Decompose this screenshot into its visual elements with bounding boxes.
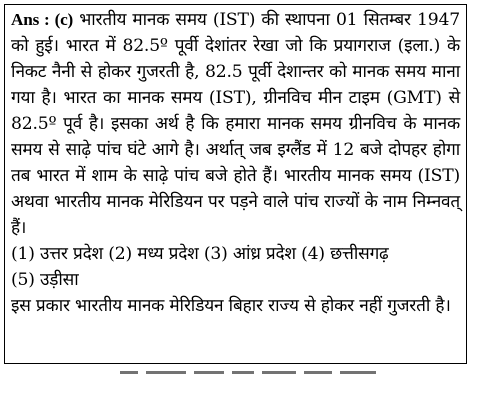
cut-off-text-fragment xyxy=(120,371,138,374)
states-list-line-2: (5) उड़ीसा xyxy=(11,270,79,290)
cut-off-text-fragment xyxy=(262,371,296,374)
cut-off-text-fragment xyxy=(194,371,224,374)
answer-box xyxy=(4,4,467,364)
cut-off-text-fragment xyxy=(304,371,332,374)
cut-off-text-fragment xyxy=(146,371,186,374)
states-list-line-1: (1) उत्तर प्रदेश (2) मध्य प्रदेश (3) आंध्र प्रदेश (4) छत्तीसगढ़ xyxy=(11,244,389,264)
cut-off-next-line xyxy=(120,371,380,379)
conclusion-paragraph: इस प्रकार भारतीय मानक मेरिडियन बिहार राज्य से होकर नहीं गुजरती है। xyxy=(11,296,451,316)
cut-off-text-fragment xyxy=(340,371,376,374)
cut-off-text-fragment xyxy=(232,371,254,374)
answer-label: Ans : (c) xyxy=(11,10,74,29)
answer-paragraph xyxy=(11,7,460,241)
answer-text: भारतीय मानक समय (IST) की स्थापना 01 सितम्बर 1947 को हुई। भारत में 82.5º पूर्वी देशांतर रेखा जो कि प्रयागराज (इला.) के निकट नैनी से होकर गुजरती है, 82.5 पूर्वी देशान्तर को मानक समय माना गया है। भारत का मानक समय (IST), ग्रीनविच मीन टाइम (GMT) से 82.5º पूर्व है। इसका अर्थ है कि हमारा मानक समय ग्रीनविच के मानक समय से साढ़े पांच घंटे आगे है। अर्थात् जब इग्लैंड में 12 बजे दोपहर होगा तब भारत में शाम के साढ़े पांच बजे होते हैं। भारतीय मानक समय (IST) अथवा भारतीय मानक मेरिडियन पर पड़ने वाले पांच राज्यों के नाम निम्नवत् हैं। xyxy=(11,10,460,238)
